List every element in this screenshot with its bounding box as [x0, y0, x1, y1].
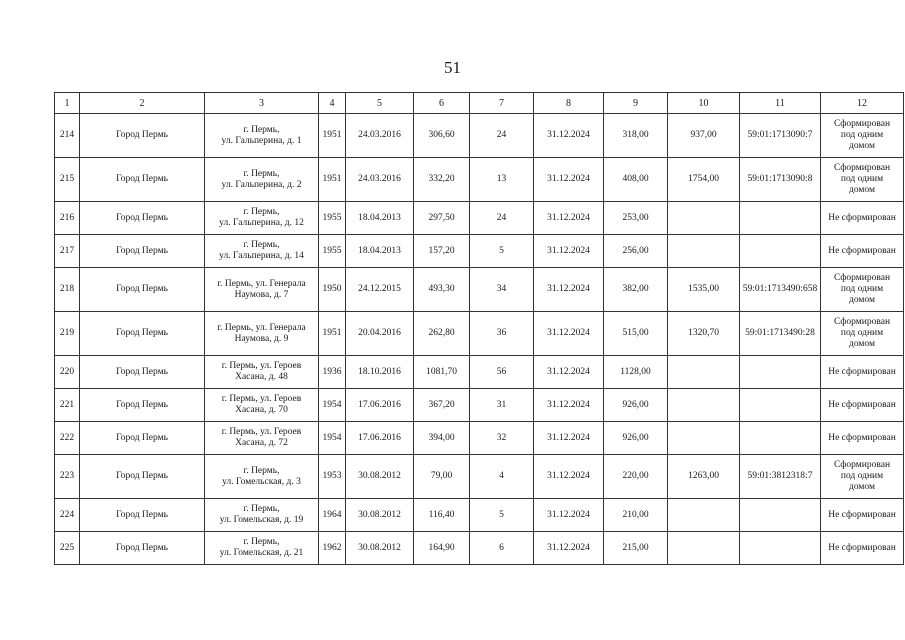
table-row — [55, 202, 904, 235]
date-cell: 17.06.2016 — [346, 422, 414, 455]
count-cell: 32 — [470, 422, 534, 455]
deadline-cell: 31.12.2024 — [534, 202, 604, 235]
value-cell: 926,00 — [604, 389, 668, 422]
status-cell — [821, 356, 904, 389]
deadline-cell: 31.12.2024 — [534, 532, 604, 565]
municipality-cell: Город Пермь — [80, 389, 205, 422]
status-line: Сформирован — [833, 273, 891, 283]
cadastre-cell — [740, 389, 821, 422]
address-cell — [205, 312, 319, 356]
address-line: Хасана, д. 48 — [235, 372, 288, 382]
address-line: г. Пермь, — [243, 207, 280, 217]
land-area-cell: 1263,00 — [668, 455, 740, 499]
status-line: Не сформирован — [828, 399, 896, 410]
column-header: 8 — [534, 93, 604, 114]
address-line: Хасана, д. 70 — [235, 405, 288, 415]
count-cell: 5 — [470, 499, 534, 532]
count-cell: 13 — [470, 158, 534, 202]
address-cell — [205, 455, 319, 499]
area-cell: 79,00 — [414, 455, 470, 499]
row-number-cell: 216 — [55, 202, 80, 235]
address-cell — [205, 268, 319, 312]
value-cell: 253,00 — [604, 202, 668, 235]
status-cell — [821, 455, 904, 499]
column-header: 11 — [740, 93, 821, 114]
municipality-cell: Город Пермь — [80, 158, 205, 202]
status-cell — [821, 235, 904, 268]
area-cell: 157,20 — [414, 235, 470, 268]
status-cell — [821, 422, 904, 455]
value-cell: 382,00 — [604, 268, 668, 312]
value-cell: 215,00 — [604, 532, 668, 565]
address-line: г. Пермь, ул. Генерала — [217, 278, 306, 289]
cadastre-cell — [740, 422, 821, 455]
row-number-cell: 214 — [55, 114, 80, 158]
municipality-cell: Город Пермь — [80, 455, 205, 499]
municipality-cell: Город Пермь — [80, 312, 205, 356]
deadline-cell: 31.12.2024 — [534, 389, 604, 422]
count-cell: 34 — [470, 268, 534, 312]
date-cell: 18.04.2013 — [346, 202, 414, 235]
cadastre-cell: 59:01:3812318:7 — [740, 455, 821, 499]
value-cell: 256,00 — [604, 235, 668, 268]
date-cell: 24.03.2016 — [346, 114, 414, 158]
municipality-cell: Город Пермь — [80, 202, 205, 235]
column-header: 2 — [80, 93, 205, 114]
status-line: под одним — [840, 471, 884, 481]
address-line: г. Пермь, — [243, 124, 280, 135]
status-cell — [821, 532, 904, 565]
status-line: Не сформирован — [828, 366, 896, 377]
table-row — [55, 235, 904, 268]
area-cell: 306,60 — [414, 114, 470, 158]
address-line: ул. Гомельская, д. 21 — [219, 548, 304, 558]
row-number-cell: 223 — [55, 455, 80, 499]
area-cell: 367,20 — [414, 389, 470, 422]
deadline-cell: 31.12.2024 — [534, 499, 604, 532]
land-area-cell — [668, 422, 740, 455]
address-cell — [205, 532, 319, 565]
count-cell: 56 — [470, 356, 534, 389]
area-cell: 164,90 — [414, 532, 470, 565]
table-row — [55, 389, 904, 422]
land-area-cell — [668, 532, 740, 565]
address-cell — [205, 235, 319, 268]
address-line: г. Пермь, — [243, 504, 280, 514]
column-header: 1 — [55, 93, 80, 114]
housing-table — [54, 92, 904, 565]
column-header: 4 — [319, 93, 346, 114]
municipality-cell: Город Пермь — [80, 422, 205, 455]
column-header: 5 — [346, 93, 414, 114]
date-cell: 24.12.2015 — [346, 268, 414, 312]
deadline-cell: 31.12.2024 — [534, 455, 604, 499]
status-line: Не сформирован — [828, 509, 896, 520]
address-line: ул. Гомельская, д. 3 — [222, 476, 301, 487]
status-line: Сформирован — [833, 317, 891, 327]
year-cell: 1955 — [319, 202, 346, 235]
address-cell — [205, 114, 319, 158]
address-line: г. Пермь, ул. Героев — [221, 427, 302, 437]
area-cell: 493,30 — [414, 268, 470, 312]
row-number-cell: 224 — [55, 499, 80, 532]
address-line: Наумова, д. 7 — [234, 289, 289, 300]
year-cell: 1951 — [319, 158, 346, 202]
status-cell — [821, 158, 904, 202]
status-line: Не сформирован — [828, 432, 896, 443]
table-row — [55, 532, 904, 565]
address-line: г. Пермь, ул. Героев — [221, 394, 302, 404]
address-line: ул. Гальперина, д. 2 — [221, 179, 302, 190]
column-header: 3 — [205, 93, 319, 114]
status-line: под одним — [840, 130, 884, 140]
land-area-cell: 1535,00 — [668, 268, 740, 312]
date-cell: 20.04.2016 — [346, 312, 414, 356]
status-line: домом — [849, 482, 875, 492]
year-cell: 1962 — [319, 532, 346, 565]
cadastre-cell — [740, 499, 821, 532]
area-cell: 1081,70 — [414, 356, 470, 389]
row-number-cell: 217 — [55, 235, 80, 268]
count-cell: 24 — [470, 114, 534, 158]
area-cell: 262,80 — [414, 312, 470, 356]
date-cell: 17.06.2016 — [346, 389, 414, 422]
address-line: г. Пермь, — [243, 537, 280, 547]
table-row — [55, 312, 904, 356]
municipality-cell: Город Пермь — [80, 114, 205, 158]
status-line: домом — [849, 295, 875, 305]
row-number-cell: 221 — [55, 389, 80, 422]
status-cell — [821, 268, 904, 312]
status-line: домом — [849, 141, 875, 151]
area-cell: 116,40 — [414, 499, 470, 532]
row-number-cell: 215 — [55, 158, 80, 202]
row-number-cell: 219 — [55, 312, 80, 356]
municipality-cell: Город Пермь — [80, 356, 205, 389]
address-line: ул. Гомельская, д. 19 — [219, 515, 304, 525]
page-number: 51 — [444, 58, 461, 77]
land-area-cell — [668, 356, 740, 389]
date-cell: 30.08.2012 — [346, 532, 414, 565]
row-number-cell: 218 — [55, 268, 80, 312]
column-header: 12 — [821, 93, 904, 114]
table-row — [55, 499, 904, 532]
address-cell — [205, 422, 319, 455]
year-cell: 1951 — [319, 312, 346, 356]
value-cell: 210,00 — [604, 499, 668, 532]
table-row — [55, 422, 904, 455]
deadline-cell: 31.12.2024 — [534, 114, 604, 158]
address-line: г. Пермь, — [243, 168, 280, 179]
status-line: Не сформирован — [828, 542, 896, 553]
status-cell — [821, 312, 904, 356]
address-line: ул. Гальперина, д. 1 — [221, 135, 302, 146]
year-cell: 1953 — [319, 455, 346, 499]
cadastre-cell: 59:01:1713490:658 — [740, 268, 821, 312]
status-cell — [821, 114, 904, 158]
year-cell: 1950 — [319, 268, 346, 312]
deadline-cell: 31.12.2024 — [534, 158, 604, 202]
status-cell — [821, 389, 904, 422]
year-cell: 1964 — [319, 499, 346, 532]
table-body — [55, 93, 904, 565]
cadastre-cell: 59:01:1713090:7 — [740, 114, 821, 158]
value-cell: 220,00 — [604, 455, 668, 499]
year-cell: 1955 — [319, 235, 346, 268]
header-row — [55, 93, 904, 114]
year-cell: 1954 — [319, 422, 346, 455]
status-line: Не сформирован — [828, 245, 896, 256]
value-cell: 1128,00 — [604, 356, 668, 389]
table-row — [55, 114, 904, 158]
municipality-cell: Город Пермь — [80, 235, 205, 268]
column-header: 10 — [668, 93, 740, 114]
address-cell — [205, 499, 319, 532]
status-line: Сформирован — [833, 119, 891, 129]
date-cell: 18.04.2013 — [346, 235, 414, 268]
cadastre-cell — [740, 235, 821, 268]
count-cell: 5 — [470, 235, 534, 268]
count-cell: 24 — [470, 202, 534, 235]
value-cell: 926,00 — [604, 422, 668, 455]
row-number-cell: 222 — [55, 422, 80, 455]
count-cell: 6 — [470, 532, 534, 565]
deadline-cell: 31.12.2024 — [534, 312, 604, 356]
address-cell — [205, 356, 319, 389]
address-line: г. Пермь, — [243, 240, 280, 250]
deadline-cell: 31.12.2024 — [534, 356, 604, 389]
deadline-cell: 31.12.2024 — [534, 268, 604, 312]
value-cell: 515,00 — [604, 312, 668, 356]
status-line: под одним — [840, 174, 884, 184]
address-line: г. Пермь, ул. Героев — [221, 361, 302, 371]
status-line: Сформирован — [833, 163, 891, 173]
deadline-cell: 31.12.2024 — [534, 235, 604, 268]
address-cell — [205, 158, 319, 202]
status-line: под одним — [840, 328, 884, 338]
status-line: Сформирован — [833, 460, 891, 470]
address-line: г. Пермь, — [243, 465, 280, 476]
table-row — [55, 268, 904, 312]
table-row — [55, 455, 904, 499]
value-cell: 318,00 — [604, 114, 668, 158]
column-header: 6 — [414, 93, 470, 114]
column-header: 9 — [604, 93, 668, 114]
area-cell: 332,20 — [414, 158, 470, 202]
address-line: Хасана, д. 72 — [235, 438, 288, 448]
municipality-cell: Город Пермь — [80, 532, 205, 565]
cadastre-cell: 59:01:1713090:8 — [740, 158, 821, 202]
status-line: домом — [849, 185, 875, 195]
date-cell: 30.08.2012 — [346, 455, 414, 499]
municipality-cell: Город Пермь — [80, 499, 205, 532]
land-area-cell: 937,00 — [668, 114, 740, 158]
table-row — [55, 158, 904, 202]
address-line: ул. Гальперина, д. 12 — [219, 218, 304, 228]
land-area-cell: 1754,00 — [668, 158, 740, 202]
status-cell — [821, 499, 904, 532]
table-row — [55, 356, 904, 389]
address-cell — [205, 202, 319, 235]
date-cell: 30.08.2012 — [346, 499, 414, 532]
status-cell — [821, 202, 904, 235]
land-area-cell: 1320,70 — [668, 312, 740, 356]
date-cell: 24.03.2016 — [346, 158, 414, 202]
count-cell: 4 — [470, 455, 534, 499]
land-area-cell — [668, 235, 740, 268]
address-line: г. Пермь, ул. Генерала — [217, 322, 306, 333]
area-cell: 297,50 — [414, 202, 470, 235]
status-line: домом — [849, 339, 875, 349]
cadastre-cell — [740, 532, 821, 565]
address-line: ул. Гальперина, д. 14 — [219, 251, 304, 261]
value-cell: 408,00 — [604, 158, 668, 202]
cadastre-cell: 59:01:1713490:28 — [740, 312, 821, 356]
status-line: Не сформирован — [828, 212, 896, 223]
year-cell: 1954 — [319, 389, 346, 422]
year-cell: 1936 — [319, 356, 346, 389]
row-number-cell: 220 — [55, 356, 80, 389]
row-number-cell: 225 — [55, 532, 80, 565]
area-cell: 394,00 — [414, 422, 470, 455]
count-cell: 31 — [470, 389, 534, 422]
deadline-cell: 31.12.2024 — [534, 422, 604, 455]
year-cell: 1951 — [319, 114, 346, 158]
count-cell: 36 — [470, 312, 534, 356]
municipality-cell: Город Пермь — [80, 268, 205, 312]
cadastre-cell — [740, 356, 821, 389]
land-area-cell — [668, 499, 740, 532]
address-cell — [205, 389, 319, 422]
column-header: 7 — [470, 93, 534, 114]
address-line: Наумова, д. 9 — [234, 333, 289, 344]
cadastre-cell — [740, 202, 821, 235]
land-area-cell — [668, 389, 740, 422]
date-cell: 18.10.2016 — [346, 356, 414, 389]
status-line: под одним — [840, 284, 884, 294]
land-area-cell — [668, 202, 740, 235]
